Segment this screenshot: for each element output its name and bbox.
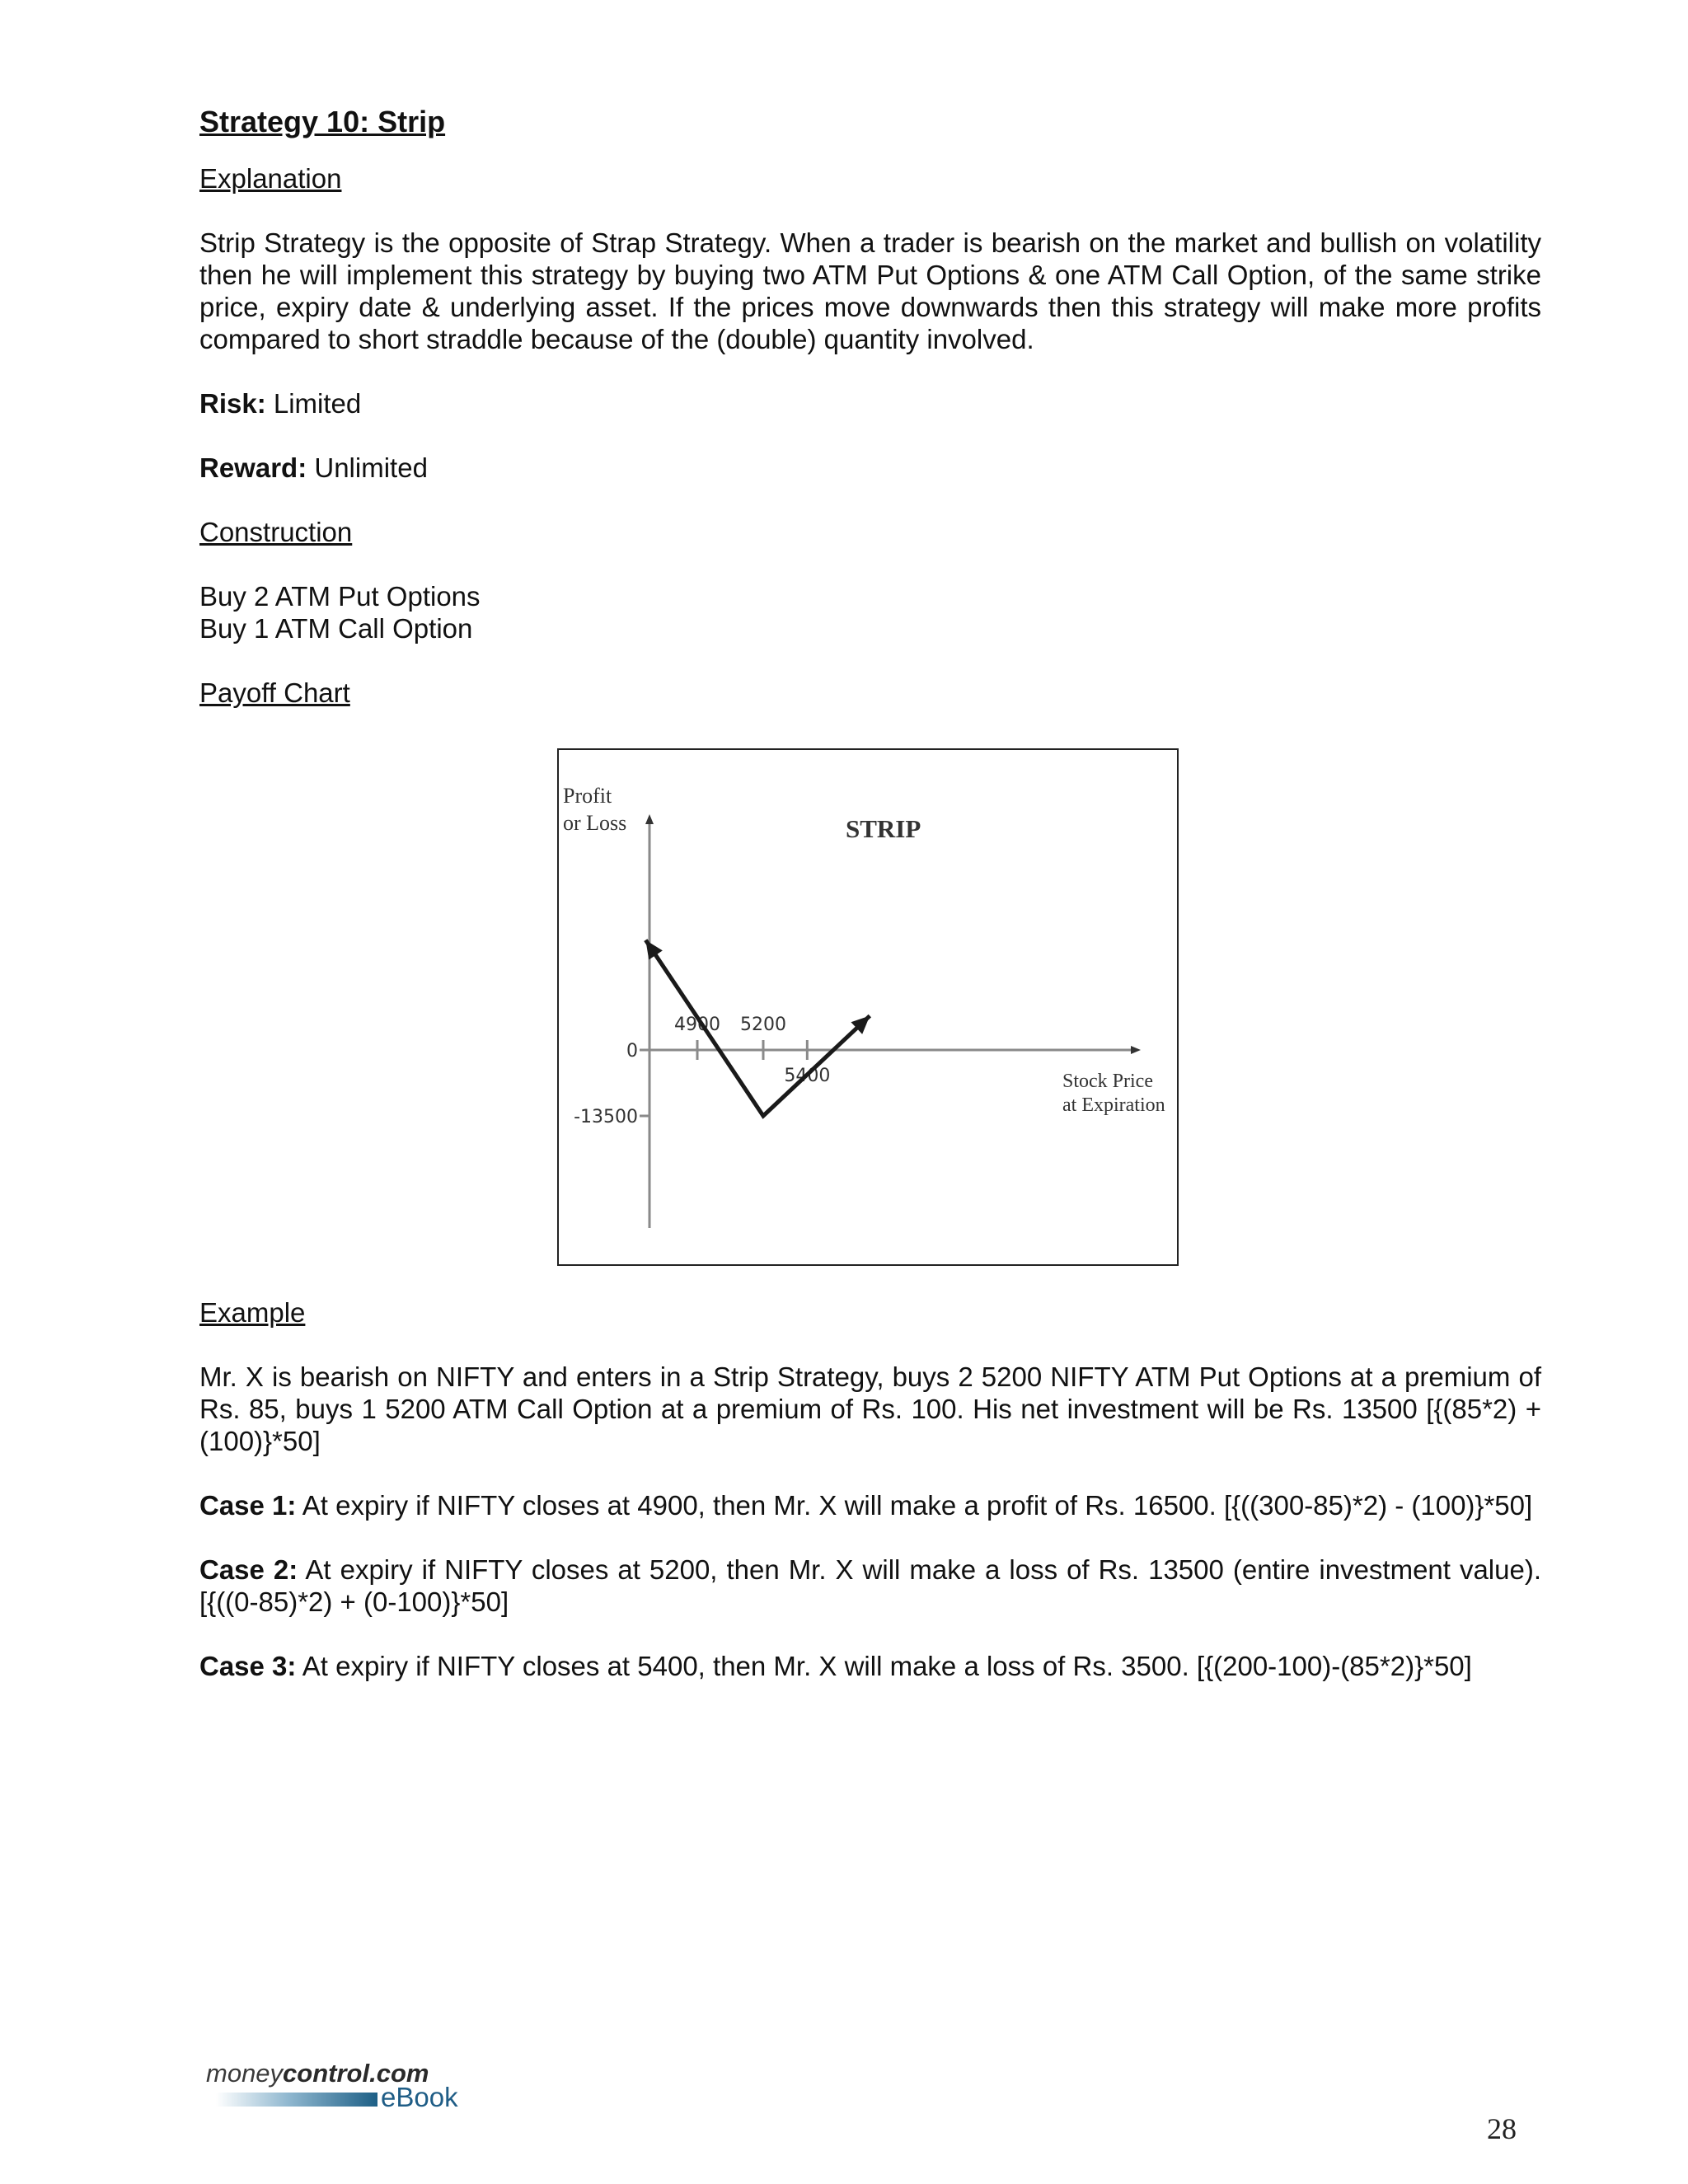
case-2 <box>199 1554 1541 1618</box>
chart-title: STRIP <box>846 814 921 843</box>
case-2-label: Case 2: <box>199 1554 298 1585</box>
x-axis-label-line1: Stock Price <box>1062 1071 1153 1092</box>
y-tick-label: -13500 <box>574 1107 638 1127</box>
x-axis-arrow <box>1131 1046 1141 1054</box>
x-tick-label: 5400 <box>784 1066 831 1086</box>
risk-label: Risk: <box>199 388 266 419</box>
case-2-text: At expiry if NIFTY closes at 5200, then Mr. X will make a loss of Rs. 13500 (entire investment value). [{((0-85)*2) + (0-100)}*50] <box>199 1554 1541 1617</box>
y-axis-label-line2: or Loss <box>563 811 627 835</box>
payoff-chart <box>557 748 1179 1266</box>
y-tick-label: 0 <box>626 1041 638 1062</box>
construction-line: Buy 2 ATM Put Options <box>199 581 481 612</box>
payoff-chart-svg <box>559 750 1177 1264</box>
logo-control: control.com <box>283 2059 429 2088</box>
page-number: 28 <box>1487 2112 1517 2145</box>
logo-ebook: eBook <box>381 2082 458 2112</box>
reward-label: Reward: <box>199 452 307 483</box>
logo-gradient-bar <box>216 2093 377 2107</box>
page-content <box>199 105 1541 741</box>
y-axis-label-line1: Profit <box>563 784 612 808</box>
reward-value: Unlimited <box>314 452 428 483</box>
risk-line <box>199 387 1541 419</box>
x-axis-label-line2: at Expiration <box>1062 1094 1165 1116</box>
case-3 <box>199 1650 1541 1682</box>
reward-line <box>199 452 1541 484</box>
construction-line: Buy 1 ATM Call Option <box>199 613 473 644</box>
case-1-label: Case 1: <box>199 1490 297 1521</box>
page-title: Strategy 10: Strip <box>199 105 446 138</box>
case-1-text: At expiry if NIFTY closes at 4900, then Mr. X will make a profit of Rs. 16500. [{((300-85)*2) - (100)}*50] <box>302 1490 1533 1521</box>
moneycontrol-ebook-logo <box>206 2059 458 2116</box>
case-3-label: Case 3: <box>199 1651 297 1681</box>
y-ticks <box>574 1041 649 1127</box>
x-tick-label: 4900 <box>674 1015 720 1035</box>
case-3-text: At expiry if NIFTY closes at 5400, then Mr. X will make a loss of Rs. 3500. [{(200-100)-(85*2)}*50] <box>302 1651 1472 1681</box>
payoff-arrow-left <box>645 940 663 960</box>
example-content <box>199 1296 1541 1714</box>
case-1 <box>199 1489 1541 1521</box>
construction-list <box>199 580 1541 644</box>
logo-money: money <box>206 2059 284 2088</box>
y-axis-arrow <box>645 814 654 824</box>
example-text: Mr. X is bearish on NIFTY and enters in a Strip Strategy, buys 2 5200 NIFTY ATM Put Options at a premium of Rs. 85, buys 1 5200 ATM Call Option at a premium of Rs. 100. His net investment will be Rs. 13500 [{(85*2) + (100)}*50] <box>199 1361 1541 1456</box>
risk-value: Limited <box>273 388 362 419</box>
explanation-text: Strip Strategy is the opposite of Strap Strategy. When a trader is bearish on the market and bullish on volatility then he will implement this strategy by buying two ATM Put Options & one ATM Call Option, of the same strike price, expiry date & underlying asset. If the prices move downwards then this strategy will make more profits compared to short straddle because of the (double) quantity involved. <box>199 227 1541 354</box>
construction-heading: Construction <box>199 517 353 547</box>
example-heading: Example <box>199 1297 306 1328</box>
x-tick-label: 5200 <box>740 1015 786 1035</box>
payoff-heading: Payoff Chart <box>199 677 350 708</box>
explanation-heading: Explanation <box>199 163 342 194</box>
